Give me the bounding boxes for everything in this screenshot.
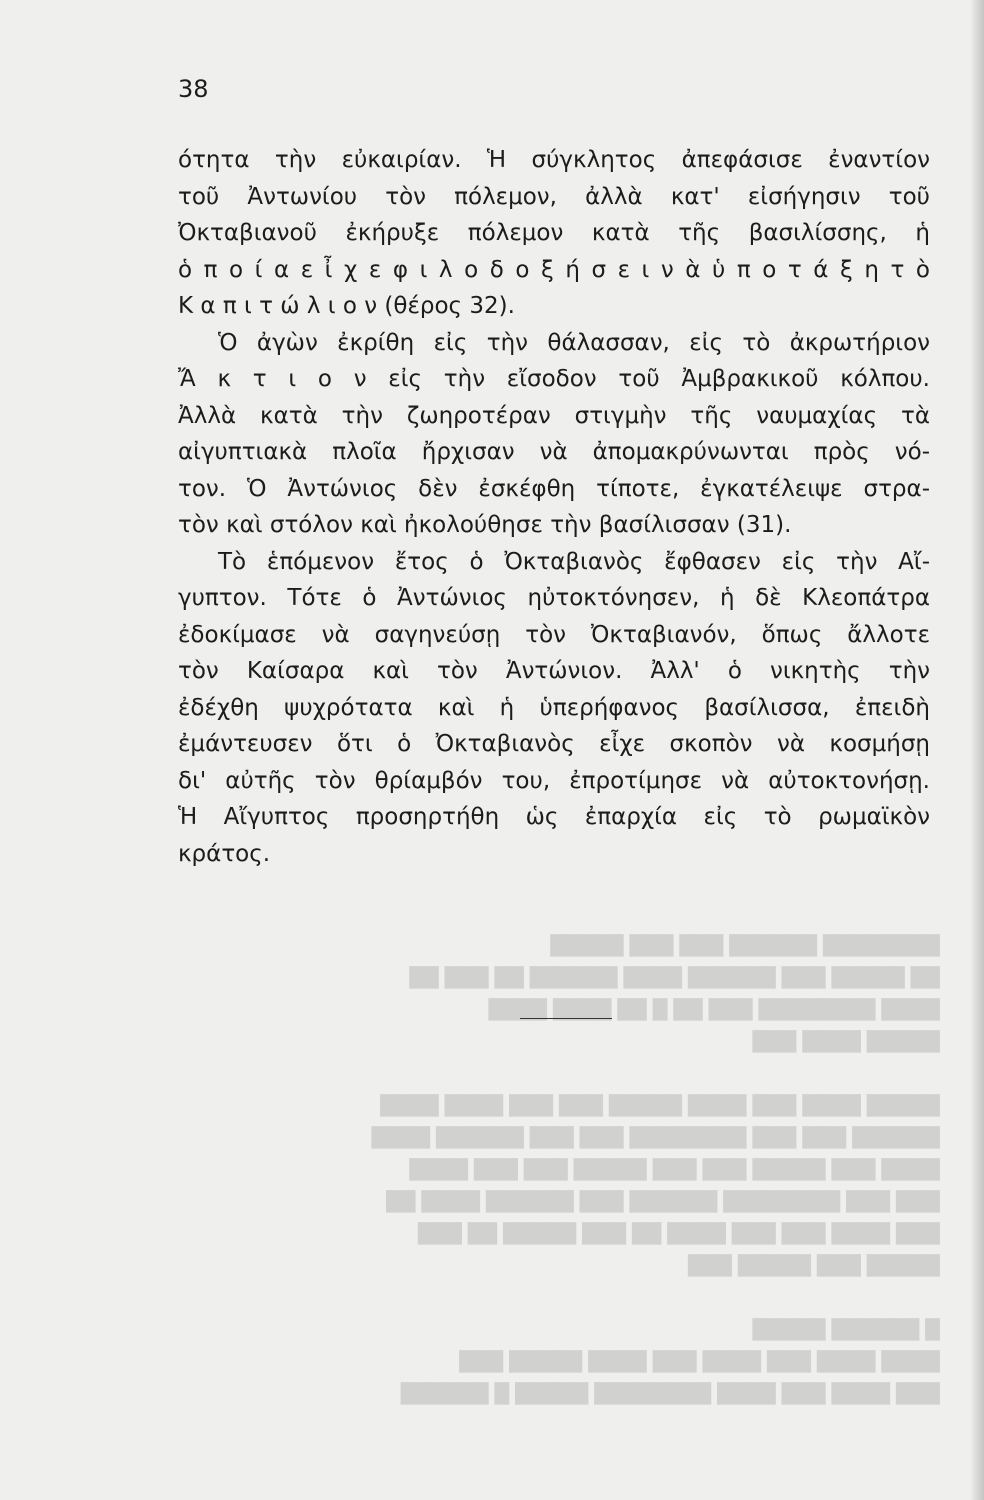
text-line: Ἄ κ τ ι ο ν εἰς τὴν εἴσοδον τοῦ Ἀμβρακικοῦ κόλπου.: [178, 366, 930, 392]
text-line: κράτος.: [178, 840, 271, 867]
text-line: τὸν καὶ στόλον καὶ ἠκολούθησε τὴν βασίλισσαν (31).: [178, 512, 792, 538]
page-spine-shadow: [970, 0, 984, 1500]
text-line: γυπτον. Τότε ὁ Ἀντώνιος ηὐτοκτόνησεν, ἡ δὲ Κλεοπάτρα: [178, 585, 930, 611]
text-line: Ἀλλὰ κατὰ τὴν ζωηροτέραν στιγμὴν τῆς ναυμαχίας τὰ: [178, 402, 930, 429]
text-line: ἐμάντευσεν ὅτι ὁ Ὀκταβιανὸς εἶχε σκοπὸν νὰ κοσμήσῃ: [178, 731, 930, 757]
text-line: Ὁ ἀγὼν ἐκρίθη εἰς τὴν θάλασσαν, εἰς τὸ ἀκρωτήριον: [218, 329, 930, 356]
show-through-text: ████████ ██████ ███ ███ █████ ██ █████ ███ ██████ ████ ██████ ██ ███ ██ ████ ████████ ███ ██ █ ██ ████ ████ █████ ████ ███ █████ ████ ███ ████ █████ ███ ███ ████ ████ ██████ ███ ███ ████████ ███ ███ ██████ ████ ████ ███ █████ ███ ███ █████ ███ ███ ████ ███ ███ ████████ ██████ ███ ██████ ████ ██ ███ ████ ███ ███ ████ ██ ███ █████ ██ ███ █████ ███ █████ ███ █ ██████ █████ ████ ████ ███ ████ ███ ████ █████ ███ ███ ████ ███ ████ ████████ █████ █ ██████: [371, 935, 940, 1405]
footnote-rule: [520, 1018, 612, 1019]
text-line: τον. Ὁ Ἀντώνιος δὲν ἐσκέφθη τίποτε, ἐγκατέλειψε στρα-: [178, 475, 930, 502]
text-line: Ὀκταβιανοῦ ἐκήρυξε πόλεμον κατὰ τῆς βασιλίσσης, ἡ: [178, 220, 930, 246]
text-line: Κ α π ι τ ώ λ ι ο ν (θέρος 32).: [178, 293, 515, 319]
text-line: αἰγυπτιακὰ πλοῖα ἤρχισαν νὰ ἀπομακρύνωνται πρὸς νό-: [178, 439, 930, 465]
text-line: δι' αὐτῆς τὸν θρίαμβόν του, ἐπροτίμησε νὰ αὐτοκτονήσῃ.: [178, 767, 930, 794]
text-line: ότητα τὴν εὐκαιρίαν. Ἡ σύγκλητος ἀπεφάσισε ἐναντίον: [178, 147, 930, 173]
text-line: Τὸ ἑπόμενον ἔτος ὁ Ὀκταβιανὸς ἔφθασεν εἰς τὴν Αἴ-: [218, 548, 930, 575]
page-number: 38: [178, 75, 209, 103]
text-line: τὸν Καίσαρα καὶ τὸν Ἀντώνιον. Ἀλλ' ὁ νικητὴς τὴν: [178, 658, 930, 684]
text-line: Ἡ Αἴγυπτος προσηρτήθη ὡς ἐπαρχία εἰς τὸ ρωμαϊκὸν: [178, 804, 930, 830]
text-line: ὁ π ο ί α ε ἶ χ ε φ ι λ ο δ ο ξ ή σ ε ι ν ὰ ὑ π ο τ ά ξ η τ ὸ: [178, 256, 930, 283]
text-line: ἐδέχθη ψυχρότατα καὶ ἡ ὑπερήφανος βασίλισσα, ἐπειδὴ: [178, 694, 930, 721]
text-line: τοῦ Ἀντωνίου τὸν πόλεμον, ἀλλὰ κατ' εἰσήγησιν τοῦ: [178, 183, 930, 210]
body-text: [178, 142, 930, 872]
text-line: ἐδοκίμασε νὰ σαγηνεύσῃ τὸν Ὀκταβιανόν, ὅπως ἄλλοτε: [178, 621, 930, 648]
